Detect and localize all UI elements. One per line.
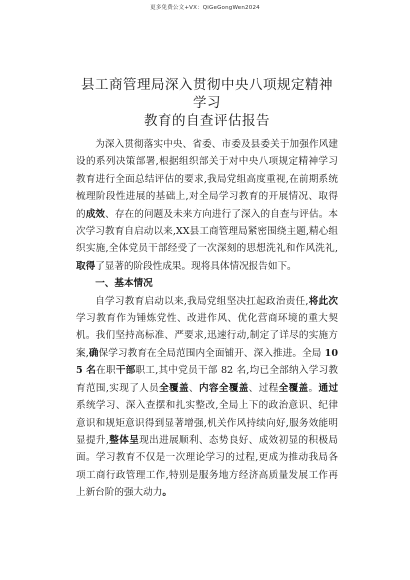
intro-paragraph xyxy=(76,136,338,275)
document-title xyxy=(76,76,338,130)
text-run: 、存在的问题及未来方向进行了深入的自查与评估。本次学习教育自启动以来,XX县工商管理局紧密围绕主题,精心组织实施,全体党员干部经受了一次深刻的思想洗礼和作风洗礼, xyxy=(76,208,339,255)
text-run-bold: 。 xyxy=(162,487,172,499)
text-run: 自学习教育启动以来,我局党组坚决扛起政治责任, xyxy=(95,295,309,307)
text-run-bold: 通过 xyxy=(318,382,339,394)
text-run-bold: 整体呈 xyxy=(108,434,140,446)
text-run-bold: 取得 xyxy=(76,260,96,272)
text-run: 。 xyxy=(308,382,319,394)
text-run: 学习教育作为锤炼党性、改进作风、优化营商环境的重大契机。我们坚持高标准、严要求,迅速行动,制定了详尽的实施方案, xyxy=(76,313,338,359)
text-run: 职工,其中党员干部 82 名,均已全部纳入学习教育范围,实现了人员 xyxy=(76,365,339,394)
text-run-bold: 成效 xyxy=(85,208,106,220)
watermark-text: 更多免费公文+VX：QiGeGongWen2024 xyxy=(150,5,260,11)
text-run: 系统学习、深入查摆和扎实整改,全局上下的政治意识、纪律意识和规矩意识得到显著增强,机关作风持续向好,服务效能明显提升, xyxy=(76,400,338,446)
text-run-bold: 全覆盖 xyxy=(159,382,189,394)
text-run-bold: 将此次 xyxy=(308,295,338,307)
text-run: 在职 xyxy=(96,365,116,377)
text-run-bold: 内容全覆盖 xyxy=(198,382,249,394)
text-run: 、过程 xyxy=(248,382,279,394)
title-line-2: 教育的自查评估报告 xyxy=(144,113,270,129)
title-line-1: 县工商管理局深入贯彻中央八项规定精神学习 xyxy=(81,77,333,111)
text-run-bold: 确 xyxy=(88,347,99,359)
section-heading-1: 一、基本情况 xyxy=(95,278,153,290)
text-run: 、 xyxy=(188,382,199,394)
text-run: 为深入贯彻落实中央、省委、市委及县委关于加强作风建设的系列决策部署,根据组织部关于对中央八项规定精神学习教育进行全面总结评估的要求,我局党组高度重视,在前期系统梳理阶段性进展的基础上,对全局学习教育的开展情况、取得的 xyxy=(76,139,338,220)
document-page xyxy=(76,76,338,502)
text-run-bold: 105 名 xyxy=(76,347,338,377)
text-run: 现出进展顺利、态势良好、成效初显的积极局面。学习教育不仅是一次理论学习的过程,更成为推动我局各项工商行政管理工作,特别是服务地方经济高质量发展工作再上新台阶的强大动力 xyxy=(76,434,339,499)
text-run: 保学习教育在全局范围内全面铺开、深入推进。全局 xyxy=(98,347,325,359)
text-run-bold: 干部 xyxy=(115,365,136,377)
text-run-bold: 全覆盖 xyxy=(278,382,309,394)
text-run: 了显著的阶段性成果。现将具体情况报告如下。 xyxy=(95,260,297,272)
body-paragraph xyxy=(76,293,338,502)
